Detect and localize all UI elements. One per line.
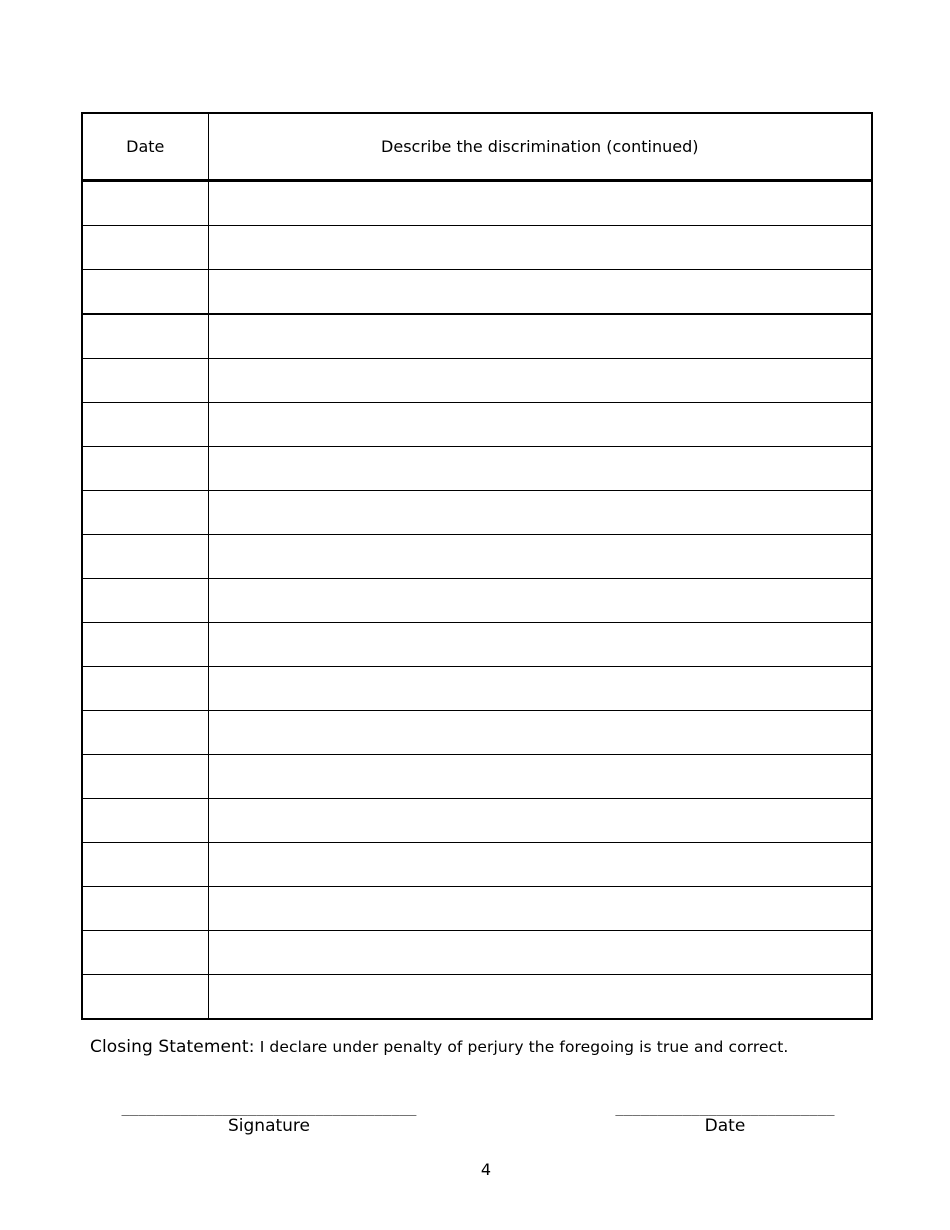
description-cell[interactable] (208, 711, 872, 755)
date-cell[interactable] (82, 843, 208, 887)
description-cell[interactable] (208, 270, 872, 315)
description-cell[interactable] (208, 755, 872, 799)
date-cell[interactable] (82, 403, 208, 447)
description-cell[interactable] (208, 535, 872, 579)
table-row (82, 887, 872, 931)
description-cell[interactable] (208, 579, 872, 623)
table-row (82, 270, 872, 315)
date-cell[interactable] (82, 667, 208, 711)
date-cell[interactable] (82, 975, 208, 1020)
description-cell[interactable] (208, 226, 872, 270)
signature-date-line[interactable]: __________________________ (615, 1100, 835, 1116)
table-row (82, 359, 872, 403)
date-cell[interactable] (82, 579, 208, 623)
table-row (82, 447, 872, 491)
table-row (82, 314, 872, 359)
date-cell[interactable] (82, 755, 208, 799)
table-row (82, 843, 872, 887)
signature-date-label: Date (704, 1116, 746, 1136)
date-cell[interactable] (82, 623, 208, 667)
description-cell[interactable] (208, 403, 872, 447)
description-cell[interactable] (208, 799, 872, 843)
table-row (82, 799, 872, 843)
date-column-header: Date (82, 113, 208, 181)
date-cell[interactable] (82, 711, 208, 755)
description-cell[interactable] (208, 447, 872, 491)
signature-line[interactable]: ___________________________________ (121, 1100, 417, 1116)
description-cell[interactable] (208, 667, 872, 711)
signature-label: Signature (227, 1116, 310, 1136)
table-row (82, 711, 872, 755)
date-cell[interactable] (82, 535, 208, 579)
date-cell[interactable] (82, 226, 208, 270)
description-cell[interactable] (208, 181, 872, 226)
date-cell[interactable] (82, 314, 208, 359)
description-cell[interactable] (208, 314, 872, 359)
closing-statement (90, 1037, 788, 1057)
signature-date-block (591, 1100, 859, 1136)
table-row (82, 623, 872, 667)
description-cell[interactable] (208, 843, 872, 887)
table-row (82, 181, 872, 226)
date-cell[interactable] (82, 887, 208, 931)
description-cell[interactable] (208, 887, 872, 931)
signature-block (88, 1100, 450, 1136)
description-cell[interactable] (208, 359, 872, 403)
table-row (82, 931, 872, 975)
table-row (82, 755, 872, 799)
page-number: 4 (480, 1160, 492, 1179)
date-cell[interactable] (82, 931, 208, 975)
description-cell[interactable] (208, 931, 872, 975)
date-cell[interactable] (82, 181, 208, 226)
table-row (82, 535, 872, 579)
date-cell[interactable] (82, 799, 208, 843)
table-row (82, 579, 872, 623)
closing-statement-label: Closing Statement: (90, 1037, 255, 1057)
table-header-row (82, 113, 872, 181)
description-cell[interactable] (208, 491, 872, 535)
discrimination-table (81, 112, 873, 1020)
description-cell[interactable] (208, 623, 872, 667)
table-row (82, 667, 872, 711)
table-body (82, 181, 872, 1020)
description-cell[interactable] (208, 975, 872, 1020)
date-cell[interactable] (82, 270, 208, 315)
date-cell[interactable] (82, 447, 208, 491)
date-cell[interactable] (82, 491, 208, 535)
table-row (82, 226, 872, 270)
table-row (82, 403, 872, 447)
table-row (82, 975, 872, 1020)
description-column-header: Describe the discrimination (continued) (208, 113, 872, 181)
closing-statement-text: I declare under penalty of perjury the foregoing is true and correct. (259, 1038, 789, 1056)
date-cell[interactable] (82, 359, 208, 403)
table-row (82, 491, 872, 535)
